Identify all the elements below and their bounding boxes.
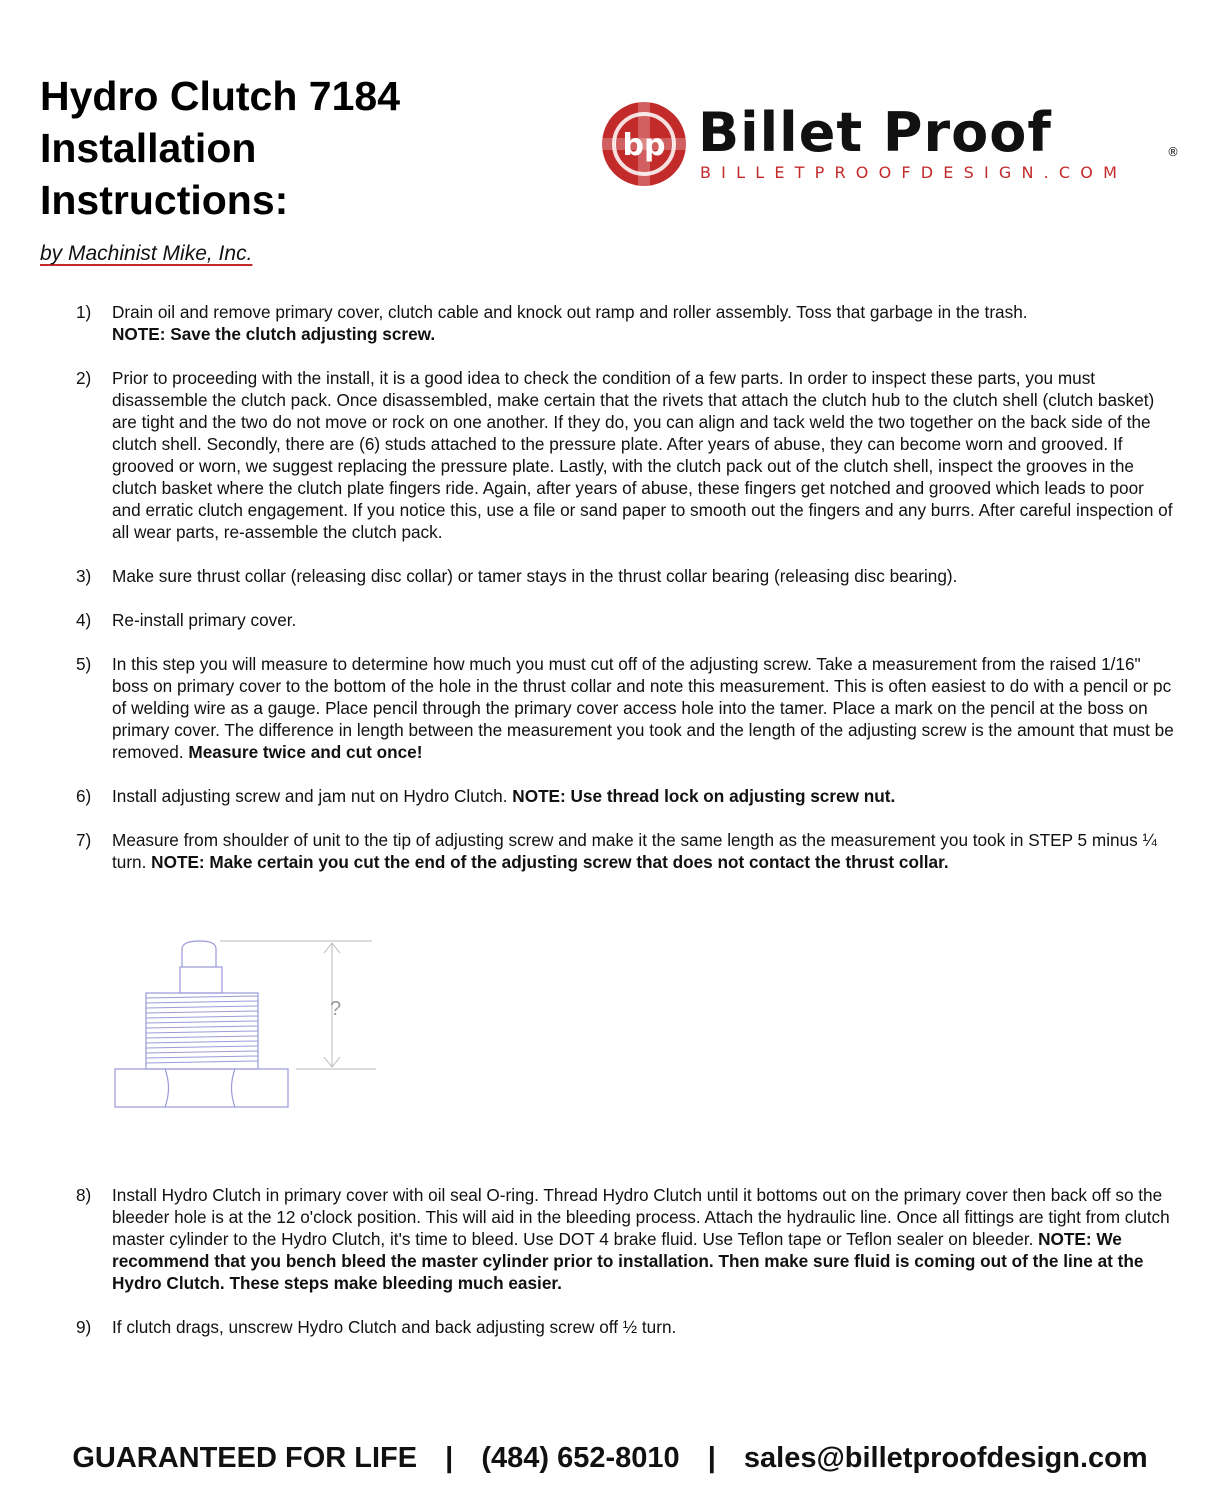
dimension-lines — [220, 941, 376, 1069]
hydro-clutch-outline — [115, 941, 288, 1107]
footer-separator: | — [445, 1442, 454, 1474]
step-text: Install Hydro Clutch in primary cover with oil seal O-ring. Thread Hydro Clutch until it bottoms out on the primary cover then back off so the bleeder hole is at the 12 o'clock position. This will aid in the bleeding process. Attach the hydraulic line. Once all fittings are tight from clutch master cylinder to the Hydro Clutch, it's time to bleed. Use DOT 4 brake fluid. Use Teflon tape or Teflon sealer on bleeder. — [112, 1185, 1170, 1249]
footer-separator: | — [707, 1442, 716, 1474]
footer-phone: (484) 652-8010 — [481, 1442, 680, 1474]
step-note: Measure twice and cut once! — [188, 742, 423, 762]
step-item — [76, 565, 1176, 587]
step-number: 6) — [76, 786, 92, 806]
step-item — [76, 609, 1176, 631]
logo-url: BILLETPROOFDESIGN.COM — [700, 163, 1128, 182]
step-text: Make sure thrust collar (releasing disc collar) or tamer stays in the thrust collar bearing (releasing disc bearing). — [112, 566, 958, 586]
byline: by Machinist Mike, Inc. — [40, 242, 253, 265]
step-note: NOTE: Use thread lock on adjusting screw nut. — [512, 786, 896, 806]
thread-lines — [146, 996, 258, 1063]
step-item — [76, 785, 1176, 807]
step-number: 8) — [76, 1185, 92, 1205]
footer-guarantee: GUARANTEED FOR LIFE — [72, 1442, 418, 1474]
step-item — [76, 1184, 1176, 1294]
step-text: If clutch drags, unscrew Hydro Clutch and back adjusting screw off ½ turn. — [112, 1317, 677, 1337]
step-note: NOTE: We recommend that you bench bleed the master cylinder prior to installation. Then make sure fluid is coming out of the line at the Hydro Clutch. These steps make bleeding much easier. — [112, 1229, 1144, 1293]
step-number: 7) — [76, 830, 92, 850]
step-text: Install adjusting screw and jam nut on Hydro Clutch. — [112, 786, 513, 806]
step-item — [76, 301, 1176, 345]
step-text: Prior to proceeding with the install, it is a good idea to check the condition of a few parts. In order to inspect these parts, you must disassemble the clutch pack. Once disassembled, make certain that the rivets that attach the clutch hub to the clutch shell (clutch basket) are tight and the two do not move or rock on one another. If they do, you can align and tack weld the two together on the back side of the clutch shell. Secondly, there are (6) studs attached to the pressure plate. After years of abuse, they can become worn and grooved. If grooved or worn, we suggest replacing the pressure plate. Lastly, with the clutch pack out of the clutch shell, inspect the grooves in the clutch basket where the clutch plate fingers ride. Again, after years of abuse, these fingers get notched and grooved which leads to poor and erratic clutch engagement. If you notice this, use a file or sand paper to smooth out the fingers and any burrs. After careful inspection of all wear parts, re-assemble the clutch pack. — [112, 368, 1173, 542]
step-text: Measure from shoulder of unit to the tip of adjusting screw and make it the same length as the measurement you took in STEP 5 minus ¼ turn. — [112, 830, 1157, 872]
step-item — [76, 1316, 1176, 1338]
title-line-1: Hydro Clutch 7184 — [40, 73, 400, 119]
step-note: NOTE: Make certain you cut the end of the adjusting screw that does not contact the thrust collar. — [151, 852, 949, 872]
step-text: In this step you will measure to determine how much you must cut off of the adjusting screw. Take a measurement from the raised 1/16" boss on primary cover to the bottom of the hole in the thrust collar and note this measurement. This is often easiest to do with a pencil or pc of welding wire as a gauge. Place pencil through the primary cover access hole into the tamer. Place a mark on the pencil at the boss on primary cover. The difference in length between the measurement you took and the length of the adjusting screw is the amount that must be removed. — [112, 654, 1174, 762]
logo-name: Billet Proof — [698, 101, 1052, 164]
billet-proof-logo — [600, 100, 1190, 190]
step-text: Drain oil and remove primary cover, clutch cable and knock out ramp and roller assembly. Toss that garbage in the trash. — [112, 302, 1028, 322]
step-number: 1) — [76, 302, 92, 322]
adjusting-screw-diagram — [110, 935, 385, 1115]
step-number: 4) — [76, 610, 92, 630]
step-note: NOTE: Save the clutch adjusting screw. — [112, 324, 436, 344]
step-item — [76, 367, 1176, 543]
title-line-3: Instructions: — [40, 177, 289, 223]
step-text: Re-install primary cover. — [112, 610, 297, 630]
step-number: 3) — [76, 566, 92, 586]
footer — [0, 1442, 1220, 1475]
step-number: 5) — [76, 654, 92, 674]
logo-registered-mark: ® — [1167, 145, 1179, 159]
step-number: 2) — [76, 368, 92, 388]
dimension-question-label: ? — [330, 998, 342, 1020]
page-title — [40, 70, 560, 226]
step-item — [76, 653, 1176, 763]
step-item — [76, 829, 1176, 873]
footer-email-link[interactable]: sales@billetproofdesign.com — [743, 1442, 1148, 1474]
title-line-2: Installation — [40, 125, 257, 171]
logo-mark-icon — [600, 100, 688, 188]
logo-mark-text: bp — [622, 128, 666, 163]
step-number: 9) — [76, 1317, 92, 1337]
